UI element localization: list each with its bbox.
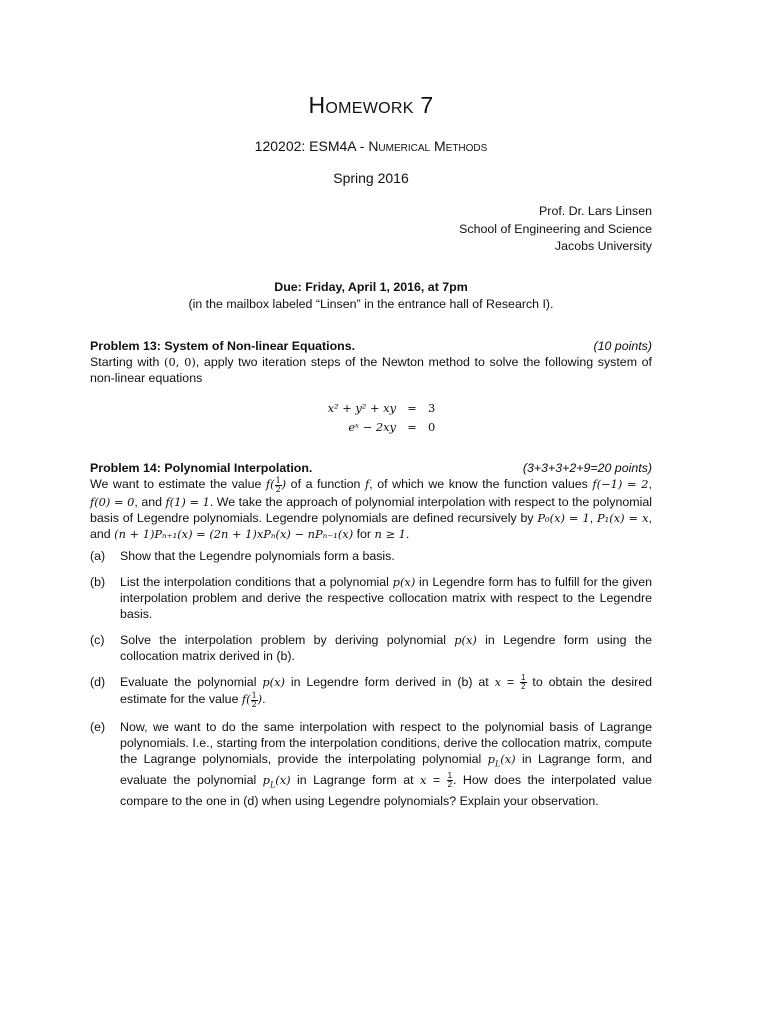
page-title: [90, 92, 652, 119]
list-item: [90, 674, 652, 709]
course-code: 120202: ESM4A -: [254, 138, 369, 154]
item-text: Now, we want to do the same interpolation with respect to the polynomial basis of Lagrange polynomials. I.e., starting from the interpolation conditions, derive the collocation matrix, compute the Lagrange polynomials, provide the interpolating polynomial $p_L(x)$ in Lagrange form, and evaluate the polynomial $p_L(x)$ in Lagrange form at x = $\frac{1}{2}$ . How does the interpolated value compare to the one in (d) when using Legendre polynomials? Explain your observation.: [120, 719, 652, 809]
problem-13: [90, 338, 652, 386]
problem-14: [90, 460, 652, 542]
legendre-p0: P₀(x) = 1: [537, 510, 590, 525]
recurrence-condition: n ≥ 1: [374, 526, 406, 541]
problem-13-header: [90, 338, 652, 354]
due-block: [90, 279, 652, 312]
problem-14-header: [90, 460, 652, 476]
equation-1: [90, 398, 652, 417]
equation-2-lhs: eˣ − 2xy: [348, 419, 396, 434]
legendre-p1: P₁(x) = x: [597, 510, 649, 525]
item-label: (d): [90, 675, 106, 689]
course-line: [90, 138, 652, 154]
f-half: f( $\frac{1}{2}$ ): [265, 475, 287, 494]
list-item: [90, 574, 652, 622]
item-text: Evaluate the polynomial p(x) in Legendre form derived in (b) at x = $\frac{1}{2}$ to obtain the desired estimate for the value f( $\frac{1}{2}$ ).: [120, 673, 652, 709]
problem-14-points: (3+3+3+2+9=20 points): [522, 461, 652, 475]
instructor-block: [459, 203, 652, 256]
item-label: (e): [90, 719, 106, 734]
value-2: f(0) = 0: [90, 494, 135, 509]
equation-2-rhs: 0: [428, 419, 436, 434]
problem-14-title: Problem 14: Polynomial Interpolation.: [90, 461, 313, 475]
problem-13-points: (10 points): [593, 339, 652, 353]
instructor-name: Prof. Dr. Lars Linsen: [539, 204, 652, 218]
equals-sign: =: [407, 400, 417, 415]
list-item: [90, 719, 652, 810]
item-label: (c): [90, 633, 105, 647]
equation-1-lhs: x² + y² + xy: [327, 400, 396, 415]
list-item: [90, 632, 652, 664]
item-label: (b): [90, 575, 106, 589]
legendre-recurrence: (n + 1)Pₙ₊₁(x) = (2n + 1)xPₙ(x) − nPₙ₋₁(x): [114, 526, 354, 541]
problem-13-title: Problem 13: System of Non-linear Equations.: [90, 339, 356, 353]
problem-14-intro: We want to estimate the value f( $\frac{1}{2}$ ) of a function f, of which we know the function values f(−1) = 2, f(0) = 0, and f(1) = 1. We take the approach of polynomial interpolation with respect to the polynomial basis of Legendre polynomials. Legendre polynomials are defined recursively by P₀(x) = 1, P₁(x) = x, and (n + 1)Pₙ₊₁(x) = (2n + 1)xPₙ(x) − nPₙ₋₁(x) for n ≥ 1.: [90, 475, 652, 541]
equals-sign: =: [407, 419, 417, 434]
equation-system: [90, 398, 652, 436]
title-text: Homework 7: [308, 92, 434, 118]
item-text: Show that the Legendre polynomials form a basis.: [120, 549, 395, 563]
item-label: (a): [90, 549, 106, 563]
item-text: List the interpolation conditions that a polynomial p(x) in Legendre form has to fulfill for the given interpolation problem and derive the respective collocation matrix with respect to the Legendre basis.: [120, 575, 652, 621]
problem-13-text: Starting with (0, 0), apply two iteration steps of the Newton method to solve the following system of non-linear equations: [90, 355, 652, 385]
value-3: f(1) = 1: [165, 494, 210, 509]
value-1: f(−1) = 2: [592, 477, 649, 491]
equation-2: [90, 417, 652, 436]
equation-1-rhs: 3: [428, 400, 436, 415]
instructor-university: Jacobs University: [554, 239, 652, 253]
start-point: (0, 0): [164, 355, 196, 369]
due-date: Due: Friday, April 1, 2016, at 7pm: [274, 280, 468, 294]
course-name: Numerical Methods: [368, 138, 488, 154]
problem-14-parts: [90, 548, 652, 819]
term: Spring 2016: [333, 170, 409, 186]
item-text: Solve the interpolation problem by deriving polynomial p(x) in Legendre form using the collocation matrix derived in (b).: [120, 633, 652, 663]
list-item: [90, 548, 652, 564]
due-location: (in the mailbox labeled “Linsen” in the entrance hall of Research I).: [188, 296, 554, 311]
instructor-school: School of Engineering and Science: [459, 221, 652, 236]
